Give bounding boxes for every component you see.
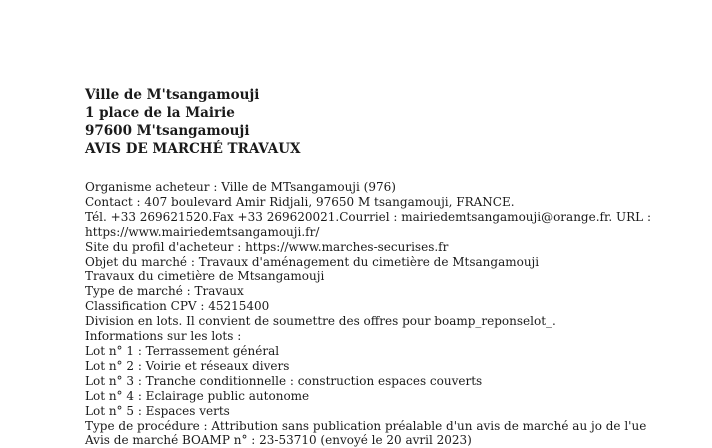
issuer-city: 97600 M'tsangamouji: [85, 123, 250, 139]
contact-url: https://www.mairiedemtsangamouji.fr/: [85, 224, 320, 239]
cpv-classification: Classification CPV : 45215400: [85, 299, 270, 314]
notice-title: AVIS DE MARCHÉ TRAVAUX: [85, 141, 301, 157]
lot-item: Lot n° 1 : Terrassement général: [85, 343, 280, 358]
lot-item: Lot n° 3 : Tranche conditionnelle : construction espaces couverts: [85, 373, 483, 388]
lot-item: Lot n° 2 : Voirie et réseaux divers: [85, 358, 290, 373]
lots-heading: Informations sur les lots :: [85, 329, 242, 344]
buyer-profile-site: Site du profil d'acheteur : https://www.marches-securises.fr: [85, 239, 449, 254]
contract-subject: Objet du marché : Travaux d'aménagement du cimetière de Mtsangamouji: [85, 254, 540, 269]
contract-type: Type de marché : Travaux: [85, 284, 244, 299]
buyer-organization: Organisme acheteur : Ville de MTsangamouji (976): [85, 180, 396, 194]
lot-item: Lot n° 4 : Eclairage public autonome: [85, 388, 310, 403]
lot-division: Division en lots. Il convient de soumettre des offres pour boamp_reponselot_.: [85, 314, 556, 329]
procedure-type: Type de procédure : Attribution sans publication préalable d'un avis de marché au jo de l'ue: [85, 418, 647, 433]
issuer-street: 1 place de la Mairie: [85, 105, 235, 121]
issuer-header: [85, 86, 685, 158]
notice-body: [85, 180, 685, 448]
lot-item: Lot n° 5 : Espaces verts: [85, 403, 230, 418]
contact-address: Contact : 407 boulevard Amir Ridjali, 97650 M tsangamouji, FRANCE.: [85, 194, 515, 209]
contact-phone-email: Tél. +33 269621520.Fax +33 269620021.Courriel : mairiedemtsangamouji@orange.fr. URL :: [85, 209, 651, 224]
contract-short-title: Travaux du cimetière de Mtsangamouji: [85, 269, 325, 284]
notice-document: [85, 86, 685, 448]
issuer-name: Ville de M'tsangamouji: [85, 87, 260, 103]
boamp-reference: Avis de marché BOAMP n° : 23-53710 (envoyé le 20 avril 2023): [85, 433, 472, 448]
